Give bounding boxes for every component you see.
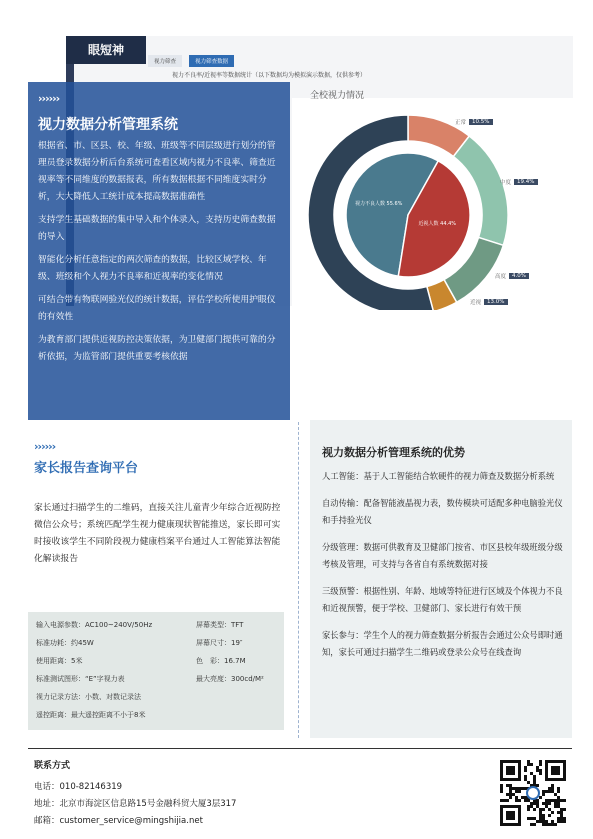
chevron-decor-icon: ›››››› bbox=[34, 440, 56, 453]
qr-module bbox=[545, 790, 548, 793]
chart-callout bbox=[500, 178, 538, 186]
analysis-system-body bbox=[38, 138, 282, 372]
qr-module bbox=[563, 799, 566, 802]
qr-module bbox=[530, 772, 533, 775]
footer-divider bbox=[28, 748, 572, 749]
analysis-system-title: 视力数据分析管理系统 bbox=[38, 117, 178, 133]
qr-module bbox=[506, 799, 509, 802]
qr-module bbox=[530, 817, 533, 820]
callout-pct: 13.0% bbox=[484, 299, 507, 305]
qr-module bbox=[560, 817, 563, 820]
callout-label: 中度 bbox=[500, 180, 512, 186]
qr-finder bbox=[506, 766, 515, 775]
contact-phone: 电话：010-82146319 bbox=[34, 782, 123, 792]
qr-module bbox=[560, 808, 563, 811]
chart-callout bbox=[470, 298, 508, 306]
qr-module bbox=[560, 820, 563, 823]
qr-module bbox=[533, 817, 536, 820]
qr-module bbox=[518, 787, 521, 790]
contact-section bbox=[34, 758, 236, 830]
spec-item: 输入电源参数：AC100~240V/50Hz bbox=[36, 621, 153, 629]
qr-module bbox=[509, 784, 512, 787]
qr-module bbox=[533, 775, 536, 778]
parent-report-header bbox=[34, 440, 138, 476]
analysis-paragraph: 可结合带有物联网验光仪的统计数据，评估学校所使用护眼仪的有效性 bbox=[38, 295, 276, 322]
qr-module bbox=[557, 811, 560, 814]
qr-module bbox=[509, 796, 512, 799]
qr-module bbox=[551, 811, 554, 814]
qr-module bbox=[524, 787, 527, 790]
qr-module bbox=[557, 796, 560, 799]
qr-module bbox=[545, 820, 548, 823]
qr-module bbox=[524, 799, 527, 802]
qr-module bbox=[551, 823, 554, 826]
qr-module bbox=[551, 787, 554, 790]
contact-title: 联系方式 bbox=[34, 761, 71, 771]
qr-module bbox=[560, 799, 563, 802]
qr-module bbox=[545, 802, 548, 805]
advantage-item: 家长参与：学生个人的视力筛查数据分析报告会通过公众号即时通知，家长可通过扫描学生二维码或登录公众号在线查询 bbox=[322, 630, 563, 657]
parent-report-title: 家长报告查询平台 bbox=[34, 461, 139, 476]
qr-module bbox=[542, 793, 545, 796]
qr-module bbox=[536, 784, 539, 787]
qr-module bbox=[524, 769, 527, 772]
qr-module bbox=[563, 808, 566, 811]
qr-module bbox=[554, 823, 557, 826]
qr-module bbox=[542, 823, 545, 826]
specs-box bbox=[28, 612, 284, 730]
qr-module bbox=[539, 817, 542, 820]
qr-module bbox=[536, 802, 539, 805]
dashboard-tabs bbox=[148, 48, 236, 65]
qr-module bbox=[512, 793, 515, 796]
qr-module bbox=[524, 766, 527, 769]
qr-module bbox=[500, 787, 503, 790]
qr-module bbox=[545, 805, 548, 808]
qr-module bbox=[548, 808, 551, 811]
qr-module bbox=[557, 802, 560, 805]
qr-module bbox=[524, 796, 527, 799]
qr-module bbox=[557, 805, 560, 808]
qr-module bbox=[536, 766, 539, 769]
qr-module bbox=[509, 787, 512, 790]
qr-module bbox=[539, 820, 542, 823]
qr-module bbox=[527, 817, 530, 820]
qr-module bbox=[533, 802, 536, 805]
parent-report-body: 家长通过扫描学生的二维码，直接关注儿童青少年综合近视防控微信公众号；系统匹配学生视力健康现状智能推送，家长即可实时接收该学生不同阶段视力健康档案平台通过人工智能算法智能化解读报告 bbox=[34, 503, 281, 564]
callout-pct: 4.0% bbox=[509, 273, 529, 279]
qr-module bbox=[527, 805, 530, 808]
vision-donut-chart bbox=[300, 110, 510, 314]
analysis-paragraph: 智能化分析任意指定的两次筛查的数据，比较区域学校、年级、班级和个人视力不良率和近视率的变化情况 bbox=[38, 255, 267, 282]
spec-item: 屏幕类型：TFT bbox=[196, 621, 244, 629]
qr-module bbox=[560, 811, 563, 814]
spec-item: 遥控距离：最大遥控距离不小于8米 bbox=[36, 711, 146, 719]
column-divider bbox=[298, 422, 299, 738]
qr-module bbox=[527, 799, 530, 802]
qr-module bbox=[524, 775, 527, 778]
inner-slice-label: 近视人数 44.4% bbox=[418, 221, 457, 228]
chart-title: 全校视力情况 bbox=[310, 91, 365, 101]
callout-pct: 19.4% bbox=[514, 179, 537, 185]
analysis-paragraph: 根据省、市、区县、校、年级、班级等不同层级进行划分的管理员登录数据分析后台系统可查看区域内视力不良率、筛查近视率等不同维度的数据报表，所有数据根据不同维度实时分析，大大降低人工统计成本提高数据准确性 bbox=[38, 141, 276, 202]
callout-label: 正常 bbox=[455, 120, 467, 126]
advantage-item: 分级管理：数据可供教育及卫健部门按省、市区县校年级班级分级考核及管理，可支持与各省自有系统数据对接 bbox=[322, 542, 563, 569]
qr-module bbox=[530, 802, 533, 805]
qr-module bbox=[551, 790, 554, 793]
qr-module bbox=[539, 763, 542, 766]
qr-module bbox=[515, 799, 518, 802]
qr-module bbox=[527, 781, 530, 784]
spec-item: 使用距离：5米 bbox=[36, 657, 83, 665]
qr-module bbox=[542, 814, 545, 817]
qr-module bbox=[509, 790, 512, 793]
qr-module bbox=[521, 796, 524, 799]
qr-module bbox=[518, 790, 521, 793]
spec-item: 最大亮度：300cd/M² bbox=[196, 675, 264, 683]
qr-module bbox=[539, 808, 542, 811]
qr-module bbox=[536, 805, 539, 808]
qr-module bbox=[527, 808, 530, 811]
qr-module bbox=[539, 814, 542, 817]
qr-module bbox=[524, 778, 527, 781]
spec-item: 标准测试图形：“E”字视力表 bbox=[36, 675, 125, 683]
qr-finder bbox=[551, 766, 560, 775]
qr-module bbox=[548, 802, 551, 805]
advantage-item: 三级预警：根据性别、年龄、地域等特征进行区域及个体视力不良和近视预警，便于学校、卫健部门、家长进行有效干预 bbox=[322, 586, 563, 613]
tab-vision-data[interactable]: 视力筛查数据 bbox=[189, 55, 234, 67]
qr-module bbox=[542, 817, 545, 820]
qr-module bbox=[554, 793, 557, 796]
qr-module bbox=[563, 817, 566, 820]
spec-item: 屏幕尺寸：19″ bbox=[196, 639, 243, 647]
dashboard-note: 视力不良率/近视率等数据统计（以下数据均为模拟演示数据，仅供参考） bbox=[172, 72, 367, 79]
qr-module bbox=[533, 781, 536, 784]
qr-module bbox=[539, 811, 542, 814]
qr-finder bbox=[506, 811, 515, 820]
analysis-system-panel bbox=[28, 82, 290, 420]
qr-module bbox=[551, 799, 554, 802]
advantages-title: 视力数据分析管理系统的优势 bbox=[322, 446, 465, 459]
qr-module bbox=[557, 820, 560, 823]
qr-module bbox=[536, 820, 539, 823]
callout-pct: 10.5% bbox=[469, 119, 492, 125]
qr-center-logo bbox=[527, 787, 539, 799]
qr-module bbox=[527, 760, 530, 763]
qr-module bbox=[548, 790, 551, 793]
qr-module bbox=[500, 799, 503, 802]
qr-module bbox=[548, 823, 551, 826]
analysis-paragraph: 为教育部门提供近视防控决策依据，为卫健部门提供可靠的分析依据，为监管部门提供重要考核依据 bbox=[38, 335, 276, 362]
qr-module bbox=[554, 799, 557, 802]
qr-module bbox=[500, 784, 503, 787]
spec-item: 视力记录方法：小数、对数记录法 bbox=[36, 693, 141, 701]
qr-module bbox=[530, 763, 533, 766]
chart-callout bbox=[495, 272, 529, 280]
qr-module bbox=[512, 787, 515, 790]
inner-slice-label: 视力不良人数 55.6% bbox=[354, 200, 403, 207]
qr-module bbox=[542, 790, 545, 793]
qr-module bbox=[530, 805, 533, 808]
qr-module bbox=[506, 793, 509, 796]
chart-callout bbox=[455, 118, 493, 126]
qr-module bbox=[551, 784, 554, 787]
qr-module bbox=[563, 820, 566, 823]
qr-module bbox=[533, 808, 536, 811]
qr-module bbox=[518, 799, 521, 802]
qr-module bbox=[539, 760, 542, 763]
qr-module bbox=[503, 799, 506, 802]
contact-address: 地址：北京市海淀区信息路15号金融科贸大厦3层317 bbox=[34, 799, 237, 809]
qr-module bbox=[542, 802, 545, 805]
qr-module bbox=[557, 790, 560, 793]
qr-module bbox=[539, 772, 542, 775]
qr-module bbox=[539, 796, 542, 799]
qr-module bbox=[554, 805, 557, 808]
qr-module bbox=[506, 784, 509, 787]
qr-module bbox=[521, 787, 524, 790]
qr-module bbox=[500, 790, 503, 793]
contact-email[interactable]: 邮箱：customer_service@mingshijia.net bbox=[34, 816, 203, 826]
advantage-item: 自动传输：配备智能液晶视力表，数传模块可适配多种电脑验光仪和手持验光仪 bbox=[322, 498, 563, 525]
qr-module bbox=[557, 787, 560, 790]
qr-module bbox=[545, 799, 548, 802]
qr-module bbox=[557, 799, 560, 802]
qr-module bbox=[542, 808, 545, 811]
qr-module bbox=[554, 802, 557, 805]
qr-module bbox=[548, 814, 551, 817]
qr-module bbox=[557, 817, 560, 820]
qr-code-icon bbox=[500, 760, 566, 826]
spec-item: 色 彩：16.7M bbox=[196, 657, 246, 665]
qr-module bbox=[548, 787, 551, 790]
dashboard-logo: 眼短神 bbox=[66, 36, 146, 64]
qr-module bbox=[536, 799, 539, 802]
qr-module bbox=[539, 769, 542, 772]
qr-module bbox=[545, 823, 548, 826]
tab-vision-screening[interactable]: 视力筛查 bbox=[148, 55, 182, 67]
qr-module bbox=[542, 820, 545, 823]
qr-module bbox=[533, 823, 536, 826]
qr-module bbox=[560, 814, 563, 817]
advantages-list bbox=[322, 468, 566, 671]
callout-label: 近视 bbox=[470, 300, 482, 306]
qr-module bbox=[515, 787, 518, 790]
advantage-item: 人工智能：基于人工智能结合软硬件的视力筛查及数据分析系统 bbox=[322, 471, 555, 481]
qr-module bbox=[533, 778, 536, 781]
qr-module bbox=[548, 799, 551, 802]
qr-module bbox=[551, 820, 554, 823]
qr-module bbox=[527, 763, 530, 766]
qr-module bbox=[515, 796, 518, 799]
qr-module bbox=[509, 793, 512, 796]
qr-module bbox=[536, 769, 539, 772]
chevron-decor-icon: ›››››› bbox=[38, 92, 60, 105]
qr-module bbox=[530, 823, 533, 826]
qr-module bbox=[515, 790, 518, 793]
advantages-panel bbox=[310, 420, 572, 738]
callout-label: 高度 bbox=[495, 274, 507, 280]
analysis-paragraph: 支持学生基础数据的集中导入和个体录入，支持历史筛查数据的导入 bbox=[38, 215, 276, 242]
spec-item: 标准功耗：约45W bbox=[36, 639, 94, 647]
